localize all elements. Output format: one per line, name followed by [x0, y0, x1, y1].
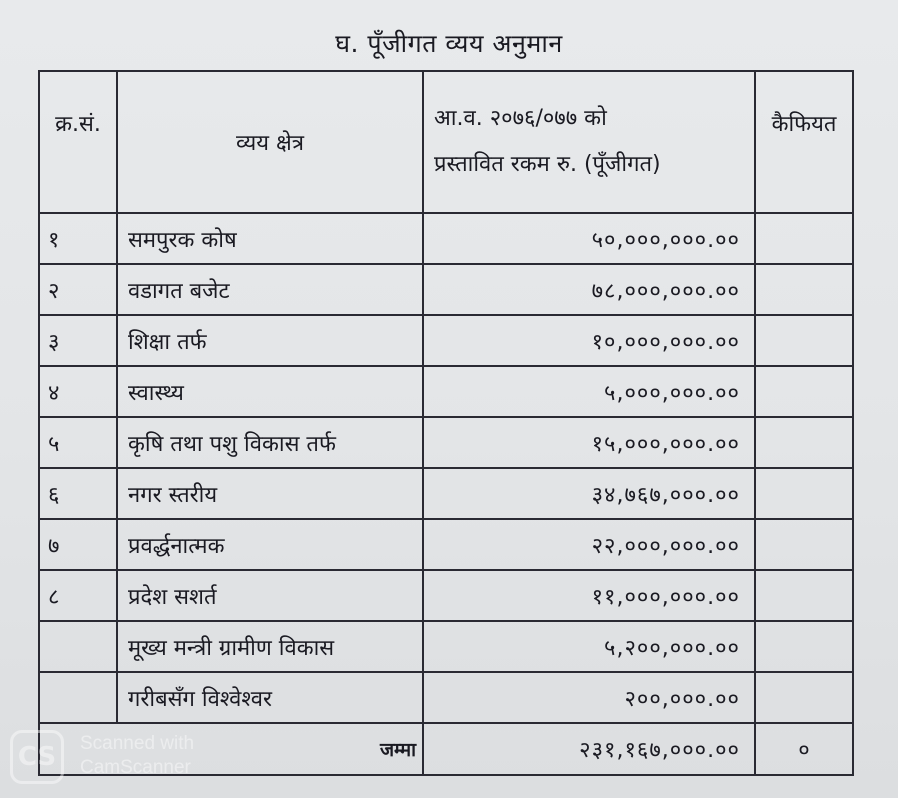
- page-title: घ. पूँजीगत व्यय अनुमान: [335, 29, 563, 58]
- row-serial: ८: [39, 570, 117, 621]
- row-serial: ६: [39, 468, 117, 519]
- table-row: [39, 621, 853, 672]
- row-remark: [755, 519, 853, 570]
- table-row: [39, 315, 853, 366]
- header-area: व्यय क्षेत्र: [117, 71, 423, 213]
- row-remark: [755, 468, 853, 519]
- row-remark: [755, 621, 853, 672]
- row-remark: [755, 366, 853, 417]
- row-serial: ७: [39, 519, 117, 570]
- row-amount: ५०,०००,०००.००: [423, 213, 755, 264]
- table-row: [39, 264, 853, 315]
- row-area: नगर स्तरीय: [117, 468, 423, 519]
- row-remark: [755, 315, 853, 366]
- row-serial: [39, 621, 117, 672]
- row-area: प्रदेश सशर्त: [117, 570, 423, 621]
- row-area: मूख्य मन्त्री ग्रामीण विकास: [117, 621, 423, 672]
- row-serial: ३: [39, 315, 117, 366]
- header-serial: क्र.सं.: [39, 71, 117, 213]
- row-amount: २२,०००,०००.००: [423, 519, 755, 570]
- table-row: [39, 570, 853, 621]
- row-serial: १: [39, 213, 117, 264]
- row-amount: ५,०००,०००.००: [423, 366, 755, 417]
- row-area: गरीबसँग विश्वेश्वर: [117, 672, 423, 723]
- table-row: [39, 417, 853, 468]
- row-amount: ७८,०००,०००.००: [423, 264, 755, 315]
- row-remark: [755, 264, 853, 315]
- watermark-line2: CamScanner: [80, 757, 191, 778]
- table-row: [39, 468, 853, 519]
- table-header-row: [39, 71, 853, 213]
- row-remark: [755, 417, 853, 468]
- total-remark: ०: [755, 723, 853, 775]
- total-amount: २३१,१६७,०००.००: [423, 723, 755, 775]
- row-amount: ५,२००,०००.००: [423, 621, 755, 672]
- camscanner-watermark: [10, 726, 250, 786]
- row-area: कृषि तथा पशु विकास तर्फ: [117, 417, 423, 468]
- row-area: स्वास्थ्य: [117, 366, 423, 417]
- row-amount: २००,०००.००: [423, 672, 755, 723]
- row-area: प्रवर्द्धनात्मक: [117, 519, 423, 570]
- table-row: [39, 672, 853, 723]
- table-row: [39, 519, 853, 570]
- row-serial: २: [39, 264, 117, 315]
- header-amount: [423, 71, 755, 213]
- watermark-line1: Scanned with: [80, 733, 195, 754]
- row-remark: [755, 672, 853, 723]
- row-serial: ४: [39, 366, 117, 417]
- row-area: समपुरक कोष: [117, 213, 423, 264]
- header-amount-line2: प्रस्तावित रकम रु. (पूँजीगत): [434, 152, 661, 177]
- table-row: [39, 213, 853, 264]
- header-amount-line1: आ.व. २०७६/०७७ को: [434, 106, 607, 131]
- row-amount: ३४,७६७,०००.००: [423, 468, 755, 519]
- row-serial: ५: [39, 417, 117, 468]
- watermark-text: [80, 732, 194, 780]
- row-amount: १०,०००,०००.००: [423, 315, 755, 366]
- row-amount: १५,०००,०००.००: [423, 417, 755, 468]
- row-serial: [39, 672, 117, 723]
- capital-expenditure-table: [38, 70, 854, 776]
- header-remarks: कैफियत: [755, 71, 853, 213]
- table-row: [39, 366, 853, 417]
- row-remark: [755, 213, 853, 264]
- row-area: शिक्षा तर्फ: [117, 315, 423, 366]
- total-label: जम्मा: [39, 723, 423, 775]
- row-area: वडागत बजेट: [117, 264, 423, 315]
- row-amount: ११,०००,०००.००: [423, 570, 755, 621]
- camscanner-logo-icon: CS: [10, 730, 64, 784]
- row-remark: [755, 570, 853, 621]
